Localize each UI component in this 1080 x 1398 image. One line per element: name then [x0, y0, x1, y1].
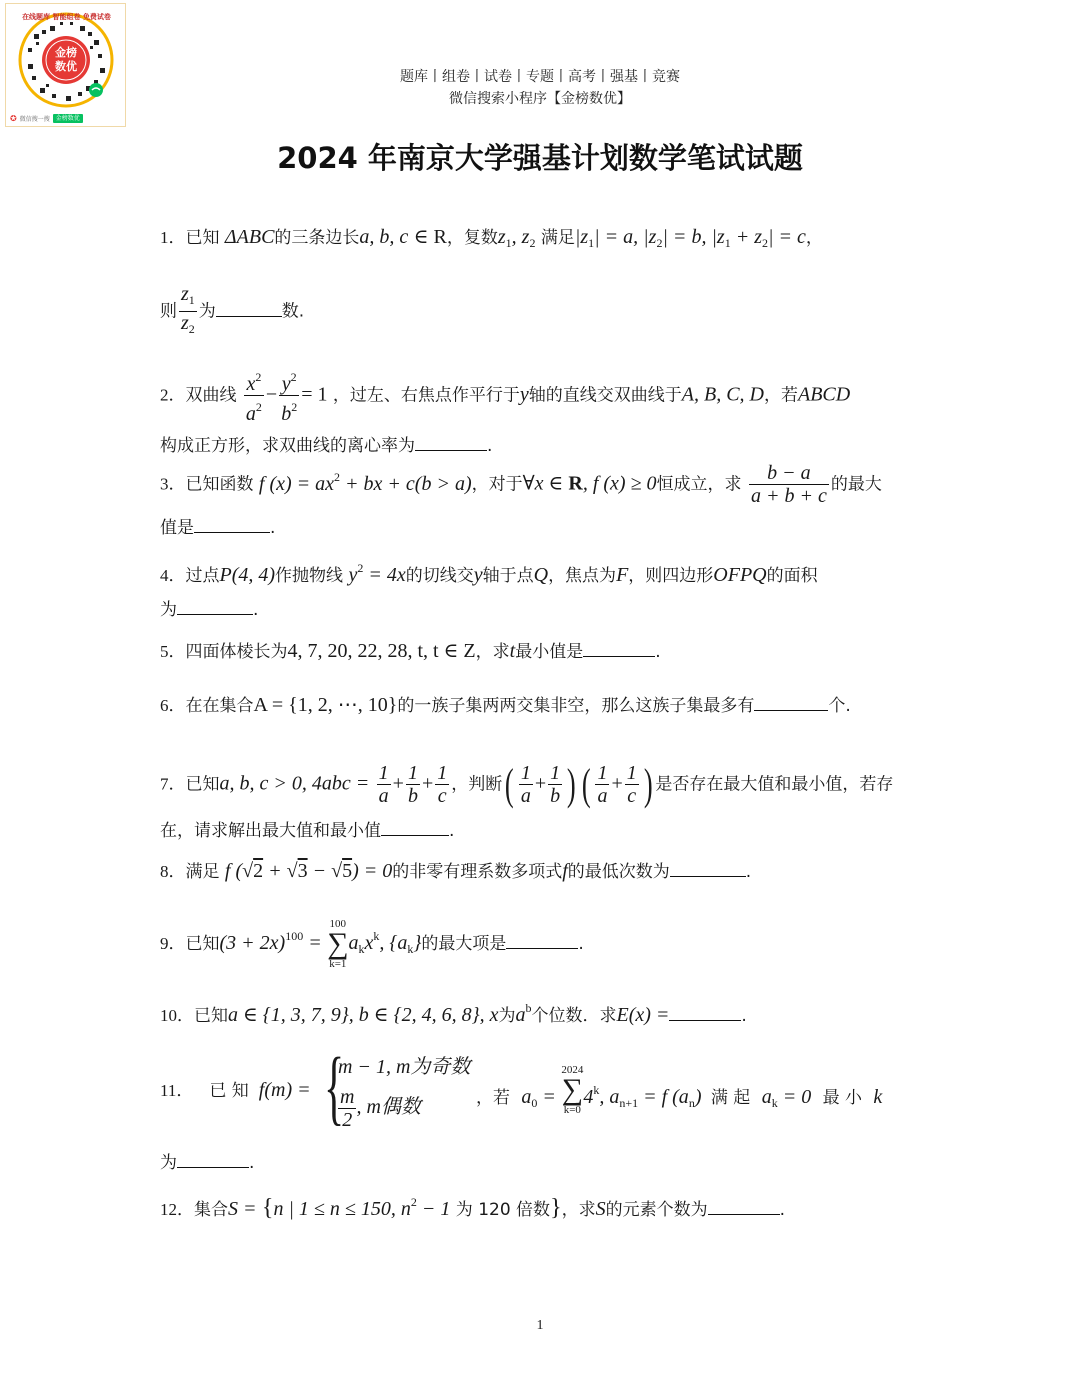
question-11-tail: ，若 $a_0$ = 2024 ∑ k=0 4$^k$, $a_{n+1} = f$ $(a_n)$ 满 起 $a_k = 0$ 最 小 k — [476, 1064, 883, 1116]
piecewise-case-2: $\frac{m}{2}$ , m偶数 — [340, 1086, 421, 1131]
question-3-cont: 值是 . — [160, 518, 276, 538]
answer-blank-12[interactable] — [708, 1198, 780, 1215]
answer-blank-3[interactable] — [194, 516, 270, 533]
question-4: 4．过点P(4, 4)作抛物线 $y^2 = 4x$的切线交y轴于点Q，焦点为F，则四边形OFPQ的面积 — [160, 561, 818, 586]
question-11: 11． 已 知 f(m) = — [160, 1079, 311, 1101]
piecewise-brace: { — [324, 1041, 345, 1134]
logo-qr-badge — [5, 3, 126, 127]
question-5: 5．四面体棱长为4, 7, 20, 22, 28, t, t ∈ Z，求t最小值是 . — [160, 640, 661, 662]
logo-top-text: 在线题库 智能组卷 免费试卷 — [22, 13, 111, 21]
question-7-cont: 在，请求解出最大值和最小值 . — [160, 821, 455, 841]
question-9: 9．已知$(3 + 2x)^{100}$ = 100 ∑ k=1 $a_kx^k$, $\{a_k\}$的最大项是 . — [160, 918, 584, 970]
header-nav-text: 题库丨组卷丨试卷丨专题丨高考丨强基丨竞赛 — [400, 69, 680, 85]
question-4-cont: 为 . — [160, 600, 259, 620]
page-number: 1 — [536, 1318, 544, 1333]
answer-blank-10[interactable] — [669, 1004, 741, 1021]
answer-blank-4[interactable] — [177, 598, 253, 615]
answer-blank-8[interactable] — [670, 860, 746, 877]
wechat-search-badge: 金榜数优 — [53, 114, 83, 123]
question-8: 8．满足 f (√2 + √3 − √5) = 0的非零有理系数多项式f的最低次数为 . — [160, 860, 752, 882]
answer-blank-1[interactable] — [216, 300, 282, 317]
question-7: 7．已知a, b, c > 0, 4abc = $\frac{1}{a}$ + $\frac{1}{b}$ + $\frac{1}{c}$ ，判断( $\frac{1}{a}$ + $\frac{1}{b}$ ) ( $\frac{1}{a}$ + $\frac{1}{c}$ ) 是否存在最大值和最小值，若存 — [160, 759, 894, 809]
answer-blank-7[interactable] — [381, 819, 449, 836]
logo-bottom-bar: ✪ 微信搜一搜 金榜数优 — [10, 113, 121, 123]
question-2: 2．双曲线 $\frac{x^2}{a^2}$ − $\frac{y^2}{b^2}$ = 1 ，过左、右焦点作平行于y轴的直线交双曲线于A, B, C, D，若ABCD — [160, 366, 920, 425]
answer-blank-5[interactable] — [583, 640, 655, 657]
answer-blank-11[interactable] — [177, 1151, 249, 1168]
question-1: 1．已知 ΔABC的三条边长a, b, c ∈ R，复数$z_1$, $z_2$ 满足$|z_1| = a$, $|z_2| = b$, $|z_1 + z_2| = c$， — [160, 226, 823, 250]
page-title: 2024 年南京大学强基计划数学笔试试题 — [277, 141, 803, 175]
answer-blank-2[interactable] — [415, 434, 487, 451]
question-6: 6．在在集合A = {1, 2, ⋯, 10}的一族子集两两交集非空，那么这族子集最多有 个. — [160, 694, 851, 716]
header-wechat-text: 微信搜索小程序【金榜数优】 — [449, 91, 631, 107]
question-11-cont: 为 . — [160, 1153, 255, 1173]
question-10: 10．已知a ∈ {1, 3, 7, 9}, b ∈ {2, 4, 6, 8}, x为$a^b$个位数．求E(x) = . — [160, 1001, 747, 1026]
question-12: 12．集合S = {n | 1 ≤ n ≤ 150, $n^2 - 1$ 为 120 倍数}，求S的元素个数为 . — [160, 1195, 785, 1221]
logo-center-text: 金榜 数优 — [55, 46, 77, 73]
question-2-cont: 构成正方形，求双曲线的离心率为 . — [160, 436, 493, 456]
answer-blank-9[interactable] — [506, 932, 578, 949]
star-icon: ✪ — [10, 113, 17, 123]
answer-blank-6[interactable] — [754, 694, 828, 711]
question-1-cont: 则 $\frac{z_1}{z_2}$ 为 数. — [160, 283, 305, 336]
question-3: 3．已知函数 f $(x) = ax^2$ + bx + c(b > a)，对于∀x ∈ R, f (x) ≥ 0恒成立，求 $\frac{b - a}{a + b + c}$ 的最大 — [160, 462, 882, 507]
piecewise-case-1: m − 1, m为奇数 — [338, 1056, 471, 1078]
